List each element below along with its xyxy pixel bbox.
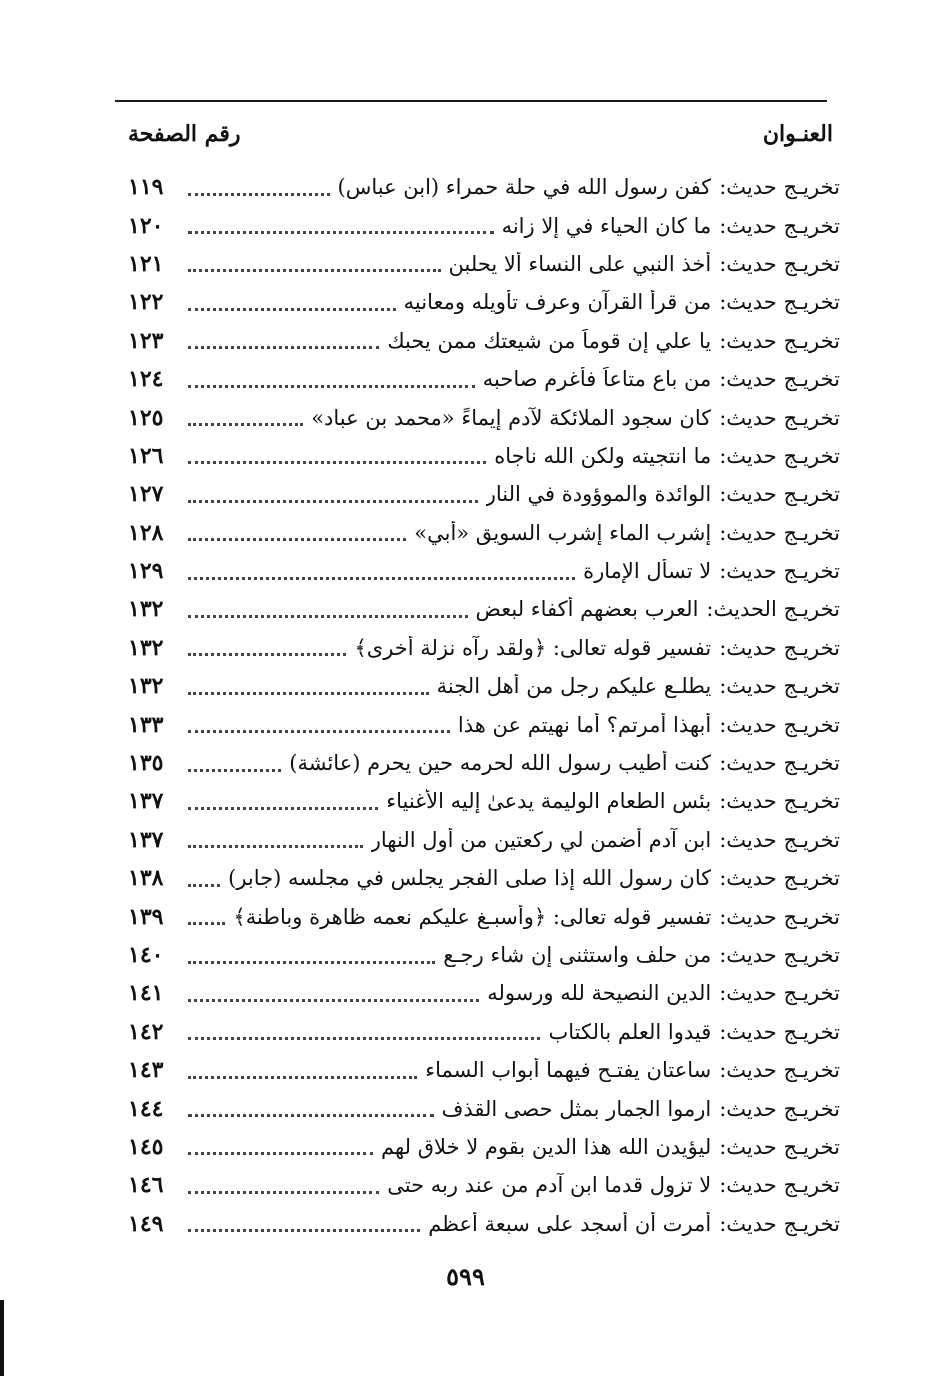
dot-leader — [188, 961, 435, 964]
entry-title: أخذ النبي على النساء ألا يحلبن — [448, 251, 712, 276]
entry-title: ليؤيدن الله هذا الدين بقوم لا خلاق لهم — [381, 1134, 712, 1159]
entry-prefix: تخريـج حديث: — [719, 751, 840, 776]
entry-page-number: ١٣٧ — [128, 826, 164, 853]
dot-leader — [188, 1191, 379, 1194]
dot-leader — [188, 538, 406, 541]
dot-leader — [188, 730, 450, 733]
entry-title: العرب بعضهم أكفاء لبعض — [475, 597, 699, 622]
entry-page-number: ١٤٢ — [128, 1018, 164, 1045]
entry-title: بئس الطعام الوليمة يدعىٰ إليه الأغنياء — [386, 789, 712, 814]
toc-entry — [128, 437, 840, 475]
entry-prefix: تخريـج حديث: — [719, 290, 840, 315]
toc-entry — [128, 168, 840, 206]
entry-title: أبهذا أمرتم؟ أما نهيتم عن هذا — [457, 712, 712, 737]
entry-page-number: ١٢١ — [128, 250, 164, 277]
entry-page-number: ١٣٣ — [128, 711, 164, 738]
entry-title: أمرت أن أسجد على سبعة أعظم — [428, 1211, 712, 1236]
entry-page-number: ١٢٣ — [128, 327, 164, 354]
dot-leader — [188, 807, 378, 810]
entry-title: لا تسأل الإمارة — [583, 559, 712, 584]
dot-leader — [188, 308, 396, 311]
dot-leader — [188, 1037, 540, 1040]
entry-page-number: ١٤٤ — [128, 1095, 164, 1122]
entry-title: كان رسول الله إذا صلى الفجر يجلس في مجلسه (جابر) — [228, 866, 712, 891]
dot-leader — [188, 653, 346, 656]
entry-prefix: تخريـج حديث: — [719, 1096, 840, 1121]
dot-leader — [188, 577, 575, 580]
entry-title: لا تزول قدما ابن آدم من عند ربه حتى — [387, 1173, 712, 1198]
entry-prefix: تخريـج حديث: — [719, 405, 840, 430]
entry-title: تفسير قوله تعالى: ﴿ولقد رآه نزلة أخرى﴾ — [354, 635, 712, 660]
dot-leader — [188, 692, 429, 695]
dot-leader — [188, 423, 303, 426]
entry-page-number: ١٣٥ — [128, 750, 164, 777]
entry-page-number: ١٤٥ — [128, 1133, 164, 1160]
entry-prefix: تخريـج حديث: — [719, 943, 840, 967]
entry-page-number: ١٣٨ — [128, 865, 164, 892]
entry-prefix: تخريـج حديث: — [719, 328, 840, 353]
table-header — [128, 116, 833, 152]
entry-prefix: تخريـج حديث: — [719, 1134, 840, 1159]
entry-page-number: ١٤٠ — [128, 942, 164, 968]
dot-leader — [188, 500, 478, 503]
entry-page-number: ١٤١ — [128, 980, 164, 1007]
entry-prefix: تخريـج حديث: — [719, 482, 840, 507]
entry-page-number: ١٢٤ — [128, 366, 164, 393]
toc-entry — [128, 1051, 840, 1089]
toc-entry — [128, 744, 840, 782]
toc-entry — [128, 283, 840, 321]
entry-title: ارموا الجمار بمثل حصى القذف — [441, 1096, 712, 1121]
entry-title: الوائدة والموؤودة في النار — [485, 482, 712, 507]
entry-title: ما كان الحياء في إلا زانه — [501, 213, 712, 238]
entry-page-number: ١٣٢ — [128, 634, 164, 661]
entry-title: كنت أطيب رسول الله لحرمه حين يحرم (عائشة) — [289, 751, 712, 776]
entry-page-number: ١٢٨ — [128, 519, 164, 546]
table-of-contents — [128, 168, 840, 1243]
entry-page-number: ١٢٠ — [128, 212, 164, 239]
toc-entry — [128, 859, 840, 897]
entry-page-number: ١٣٢ — [128, 673, 164, 700]
toc-entry — [128, 705, 840, 743]
dot-leader — [188, 922, 225, 925]
entry-title: تفسير قوله تعالى: ﴿وأسبـغ عليكم نعمه ظاهرة وباطنة﴾ — [233, 904, 712, 929]
toc-entry — [128, 1205, 840, 1243]
entry-title: من قرأ القرآن وعرف تأويله ومعانيه — [403, 290, 712, 315]
dot-leader — [188, 999, 479, 1002]
dot-leader — [188, 1229, 420, 1232]
dot-leader — [188, 1076, 417, 1079]
toc-entry — [128, 936, 840, 974]
dot-leader — [188, 346, 379, 349]
entry-page-number: ١٣٧ — [128, 788, 164, 815]
entry-prefix: تخريـج حديث: — [719, 443, 840, 468]
toc-entry — [128, 322, 840, 360]
entry-title: يطلـع عليكم رجل من أهل الجنة — [436, 674, 712, 699]
entry-prefix: تخريـج حديث: — [719, 1211, 840, 1236]
entry-prefix: تخريـج حديث: — [719, 1058, 840, 1083]
page-number: ٥٩٩ — [446, 1262, 485, 1291]
dot-leader — [188, 461, 486, 464]
dot-leader — [188, 769, 281, 772]
toc-entry — [128, 782, 840, 820]
toc-entry — [128, 360, 840, 398]
entry-prefix: تخريـج الحديث: — [706, 597, 840, 622]
dot-leader — [188, 1152, 373, 1155]
toc-entry — [128, 1013, 840, 1051]
entry-page-number: ١٢٢ — [128, 289, 164, 316]
toc-entry — [128, 398, 840, 436]
entry-page-number: ١٢٩ — [128, 558, 164, 585]
entry-prefix: تخريـج حديث: — [719, 520, 840, 545]
dot-leader — [188, 1114, 434, 1117]
entry-prefix: تخريـج حديث: — [719, 866, 840, 891]
toc-entry — [128, 475, 840, 513]
header-page-label: رقم الصفحة — [128, 121, 241, 147]
entry-title: قيدوا العلم بالكتاب — [548, 1019, 712, 1044]
entry-prefix: تخريـج حديث: — [719, 635, 840, 660]
top-rule — [115, 100, 827, 102]
toc-entry — [128, 514, 840, 552]
entry-title: ابن آدم أضمن لي ركعتين من أول النهار — [370, 827, 712, 852]
entry-title: إشرب الماء إشرب السويق «أبي» — [414, 520, 712, 545]
entry-page-number: ١٤٣ — [128, 1057, 164, 1084]
entry-prefix: تخريـج حديث: — [719, 712, 840, 737]
entry-title: الدين النصيحة لله ورسوله — [487, 981, 712, 1006]
toc-entry — [128, 974, 840, 1012]
entry-page-number: ١٢٧ — [128, 481, 164, 508]
dot-leader — [188, 385, 475, 388]
entry-page-number: ١٤٩ — [128, 1210, 164, 1237]
entry-title: ساعتان يفتـح فيهما أبواب السماء — [425, 1058, 712, 1083]
toc-entry — [128, 245, 840, 283]
dot-leader — [188, 615, 468, 618]
toc-entry — [128, 897, 840, 935]
dot-leader — [188, 845, 363, 848]
dot-leader — [188, 231, 494, 234]
entry-title: يا علي إن قوماً من شيعتك ممن يحبك — [387, 328, 712, 353]
entry-prefix: تخريـج حديث: — [719, 251, 840, 276]
entry-prefix: تخريـج حديث: — [719, 367, 840, 392]
entry-prefix: تخريـج حديث: — [719, 674, 840, 699]
dot-leader — [188, 884, 220, 887]
entry-page-number: ١٤٦ — [128, 1172, 164, 1199]
toc-entry — [128, 590, 840, 628]
entry-prefix: تخريـج حديث: — [719, 789, 840, 814]
binding-edge-mark — [0, 1300, 4, 1376]
entry-title: من حلف واستثنى إن شاء رجـع — [443, 943, 712, 967]
entry-prefix: تخريـج حديث: — [719, 1173, 840, 1198]
header-title-label: العنـوان — [762, 121, 833, 147]
entry-page-number: ١٢٥ — [128, 404, 164, 431]
entry-title: كان سجود الملائكة لآدم إيماءً «محمد بن عباد» — [311, 405, 712, 430]
toc-entry — [128, 667, 840, 705]
toc-entry — [128, 1166, 840, 1204]
entry-prefix: تخريـج حديث: — [719, 904, 840, 929]
toc-entry — [128, 552, 840, 590]
entry-title: كفن رسول الله في حلة حمراء (ابن عباس) — [337, 175, 712, 200]
toc-entry — [128, 1128, 840, 1166]
toc-entry — [128, 821, 840, 859]
dot-leader — [188, 193, 330, 196]
entry-prefix: تخريـج حديث: — [719, 981, 840, 1006]
toc-entry — [128, 1089, 840, 1127]
entry-page-number: ١٢٦ — [128, 442, 164, 469]
entry-page-number: ١٣٢ — [128, 596, 164, 623]
entry-title: من باع متاعاً فأغرم صاحبه — [482, 367, 712, 392]
entry-page-number: ١٣٩ — [128, 903, 164, 930]
entry-prefix: تخريـج حديث: — [719, 1019, 840, 1044]
entry-prefix: تخريـج حديث: — [719, 559, 840, 584]
toc-entry — [128, 629, 840, 667]
entry-prefix: تخريـج حديث: — [719, 827, 840, 852]
entry-prefix: تخريـج حديث: — [719, 175, 840, 200]
dot-leader — [188, 269, 441, 272]
entry-page-number: ١١٩ — [128, 174, 164, 201]
entry-title: ما انتجيته ولكن الله ناجاه — [494, 443, 712, 468]
toc-entry — [128, 206, 840, 244]
entry-prefix: تخريـج حديث: — [719, 213, 840, 238]
